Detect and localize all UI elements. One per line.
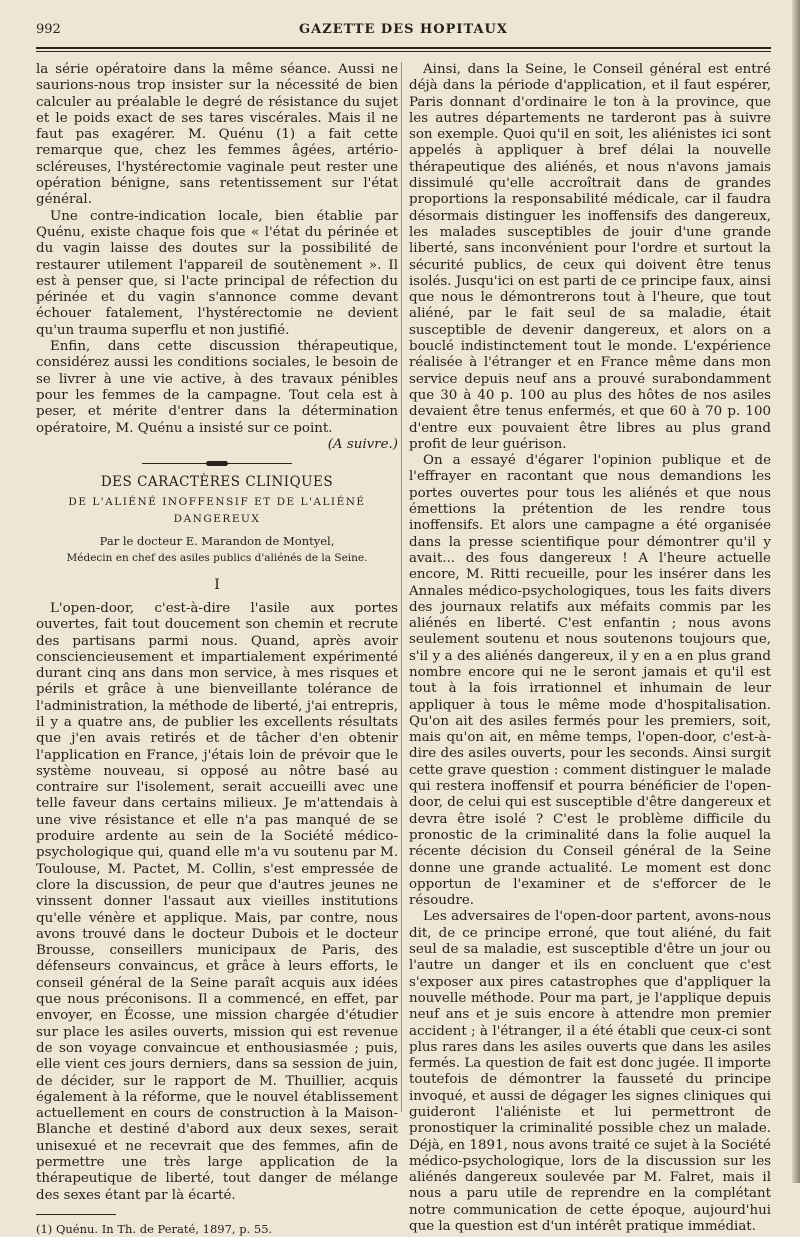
left-column — [36, 62, 398, 1237]
header-rule-thin — [36, 51, 771, 52]
left-paragraph-4: L'open-door, c'est-à-dire l'asile aux portes ouvertes, fait tout doucement son chemin et recrute des partisans parmi nous. Quand, après avoir consciencieusement et impartialement expérimenté durant cinq ans dans mon service, à mes risques et périls et grâce à une bienveillante tolérance de l'administration, la méthode de liberté, j'ai entrepris, il y a quatre ans, de publier les excellents résultats que j'en avais retirés et de tâcher d'en obtenir l'application en France, j'étais loin de prévoir que le système nouveau, si opposé au nôtre basé au contraire sur l'isolement, serait accueilli avec une telle faveur dans certains milieux. Je m'attendais à une vive résistance et elle n'a pas manqué de se produire ardente au sein de la Société médico-psychologique qui, quand elle m'a vu soutenu par M. Toulouse, M. Pactet, M. Collin, s'est empressée de clore la discussion, de peur que d'autres jeunes ne vinssent donner l'assaut aux vieilles institutions qu'elle vénère et applique. Mais, par contre, nous avons trouvé dans le docteur Dubois et le docteur Brousse, conseillers municipaux de Paris, des défenseurs convaincus, et grâce à leurs efforts, le conseil général de la Seine paraît acquis aux idées que nous préconisons. Il a commencé, en effet, par envoyer, en Écosse, une mission chargée d'étudier sur place les asiles ouverts, mission qui est revenue de son voyage convaincue et enthousiasmée ; puis, elle vient ces jours derniers, dans sa session de juin, de décider, sur le rapport de M. Thuillier, acquis également à la réforme, que le nouvel établissement actuellement en cours de construction à la Maison-Blanche et destiné d'abord aux deux sexes, serait unisexué et ne recevrait que des femmes, afin de permettre une très large application de la thérapeutique de liberté, tout danger de mélange des sexes étant par là écarté. — [36, 600, 398, 1203]
section-number: I — [214, 576, 220, 593]
header-rule-thick — [36, 47, 771, 49]
column-divider — [401, 62, 402, 1112]
right-paragraph-3: Les adversaires de l'open-door partent, avons-nous dit, de ce principe erroné, que tout aliéné, du fait seul de sa maladie, est susceptible d'être un jour ou l'autre un danger et ils en concluent que c'est s'exposer aux pires catastrophes que d'appliquer la nouvelle méthode. Pour ma part, je l'applique depuis neuf ans et je suis encore à attendre mon premier accident ; à l'étranger, il a été établi que ceux-ci sont plus rares dans les asiles ouverts que dans les asiles fermés. La question de fait est donc jugée. Il importe toutefois de démontrer la fausseté du principe invoqué, et aussi de dégager les signes cliniques qui guideront l'aliéniste et lui permettront de pronostiquer la criminalité possible chez un malade. Déjà, en 1891, nous avons traité ce sujet à la Société médico-psychologique, lors de la discussion sur les aliénés dangereux soulevée par M. Falret, mais il nous a paru utile de reprendre en la complétant notre communication de cette époque, aujourd'hui que la question est d'un intérêt pratique immédiat. — [409, 909, 771, 1235]
left-paragraph-3: Enfin, dans cette discussion thérapeutique, considérez aussi les conditions sociales, le besoin de se livrer à une vie active, à des travaux pénibles pour les femmes de la campagne. Tout cela est à peser, et mérite d'entrer dans la détermination opératoire, M. Quénu a insisté sur ce point. — [36, 339, 398, 436]
binding-edge — [792, 0, 800, 1183]
right-paragraph-2: On a essayé d'égarer l'opinion publique et de l'effrayer en racontant que nous demandions les portes ouvertes pour tous les aliénés et que nous émettions la prétention de les rendre tous inoffensifs. Et alors une campagne a été organisée dans la presse scientifique pour démontrer qu'il y avait... des fous dangereux ! A l'heure actuelle encore, M. Ritti recueille, pour les insérer dans les Annales médico-psychologiques, tous les faits divers des journaux relatifs aux méfaits commis par les aliénés en liberté. C'est enfantin ; nous avons seulement soutenu et nous soutenons toujours que, s'il y a des aliénés dangereux, il y en a en plus grand nombre encore qui ne le seront jamais et qu'il est tout à la fois irrationnel et inhumain de leur appliquer à tous le même mode d'hospitalisation. Qu'on ait des asiles fermés pour les premiers, soit, mais qu'on ait, en même temps, l'open-door, c'est-à-dire des asiles ouverts, pour les seconds. Ainsi surgit cette grave question : comment distinguer le malade qui restera inoffensif et pourra bénéficier de l'open-door, de celui qui est susceptible d'être dangereux et devra être isolé ? C'est le problème difficile du pronostic de la criminalité dans la folie auquel la récente décision du Conseil général de la Seine donne une grande actualité. Le moment est donc opportun de l'examiner et de s'efforcer de le résoudre. — [409, 453, 771, 909]
journal-title: GAZETTE DES HOPITAUX — [299, 22, 508, 37]
author-affiliation: Médecin en chef des asiles publics d'aliénés de la Seine. — [66, 552, 368, 565]
section-separator — [142, 463, 292, 464]
to-be-continued: (A suivre.) — [327, 436, 398, 452]
footnote-rule — [36, 1214, 116, 1215]
right-column — [409, 62, 771, 1235]
article-subtitle: DE L'ALIÉNÉ INOFFENSIF ET DE L'ALIÉNÉ DANGEREUX — [68, 496, 366, 525]
footnote: (1) Quénu. In Th. de Peraté, 1897, p. 55. — [36, 1221, 273, 1236]
right-paragraph-1: Ainsi, dans la Seine, le Conseil général est entré déjà dans la période d'application, et il faut espérer, Paris donnant d'ordinaire le ton à la province, que les autres départements ne tarderont pas à suivre son exemple. Quoi qu'il en soit, les aliénistes ici sont appelés à appliquer à bref délai la nouvelle thérapeutique des aliénés, et nous n'avons jamais dissimulé qu'elle accroîtrait dans de grandes proportions la responsabilité médicale, car il faudra désormais distinguer les inoffensifs des dangereux, les malades susceptibles de jouir d'une grande liberté, sans inconvénient pour l'ordre et surtout la sécurité publics, de ceux qui doivent être tenus isolés. Jusqu'ici on est parti de ce principe faux, ainsi que nous le démontrerons tout à l'heure, que tout aliéné, par le fait seul de sa maladie, était susceptible de devenir dangereux, et alors on a bouclé indistinctement tout le monde. L'expérience réalisée à l'étranger et en France même dans mon service depuis neuf ans a prouvé surabondamment que 30 à 40 p. 100 au plus des hôtes de nos asiles devaient être tenus enfermés, et que 60 à 70 p. 100 d'entre eux pouvaient être libres au plus grand profit de leur guérison. — [409, 62, 771, 452]
page-header — [36, 22, 771, 42]
left-paragraph-1: la série opératoire dans la même séance. Aussi ne saurions-nous trop insister sur la nécessité de bien calculer au préalable le degré de résistance du sujet et le poids exact de ses tares viscérales. Mais il ne faut pas exagérer. M. Quénu (1) a fait cette remarque que, chez les femmes âgées, artério-scléreuses, l'hystérectomie vaginale peut rester une opération bénigne, sans retentissement sur l'état général. — [36, 62, 398, 208]
article-title: DES CARACTÈRES CLINIQUES — [100, 474, 334, 491]
page-number: 992 — [36, 22, 61, 37]
left-paragraph-2: Une contre-indication locale, bien établie par Quénu, existe chaque fois que « l'état du périnée et du vagin laisse des doutes sur la possibilité de restaurer utilement l'appareil de soutènement ». Il est à penser que, si l'acte principal de réfection du périnée et du vagin s'annonce comme devant échouer fatalement, l'hystérectomie ne devient qu'un trauma superflu et non justifié. — [36, 208, 398, 338]
article-byline: Par le docteur E. Marandon de Montyel, — [99, 534, 335, 549]
